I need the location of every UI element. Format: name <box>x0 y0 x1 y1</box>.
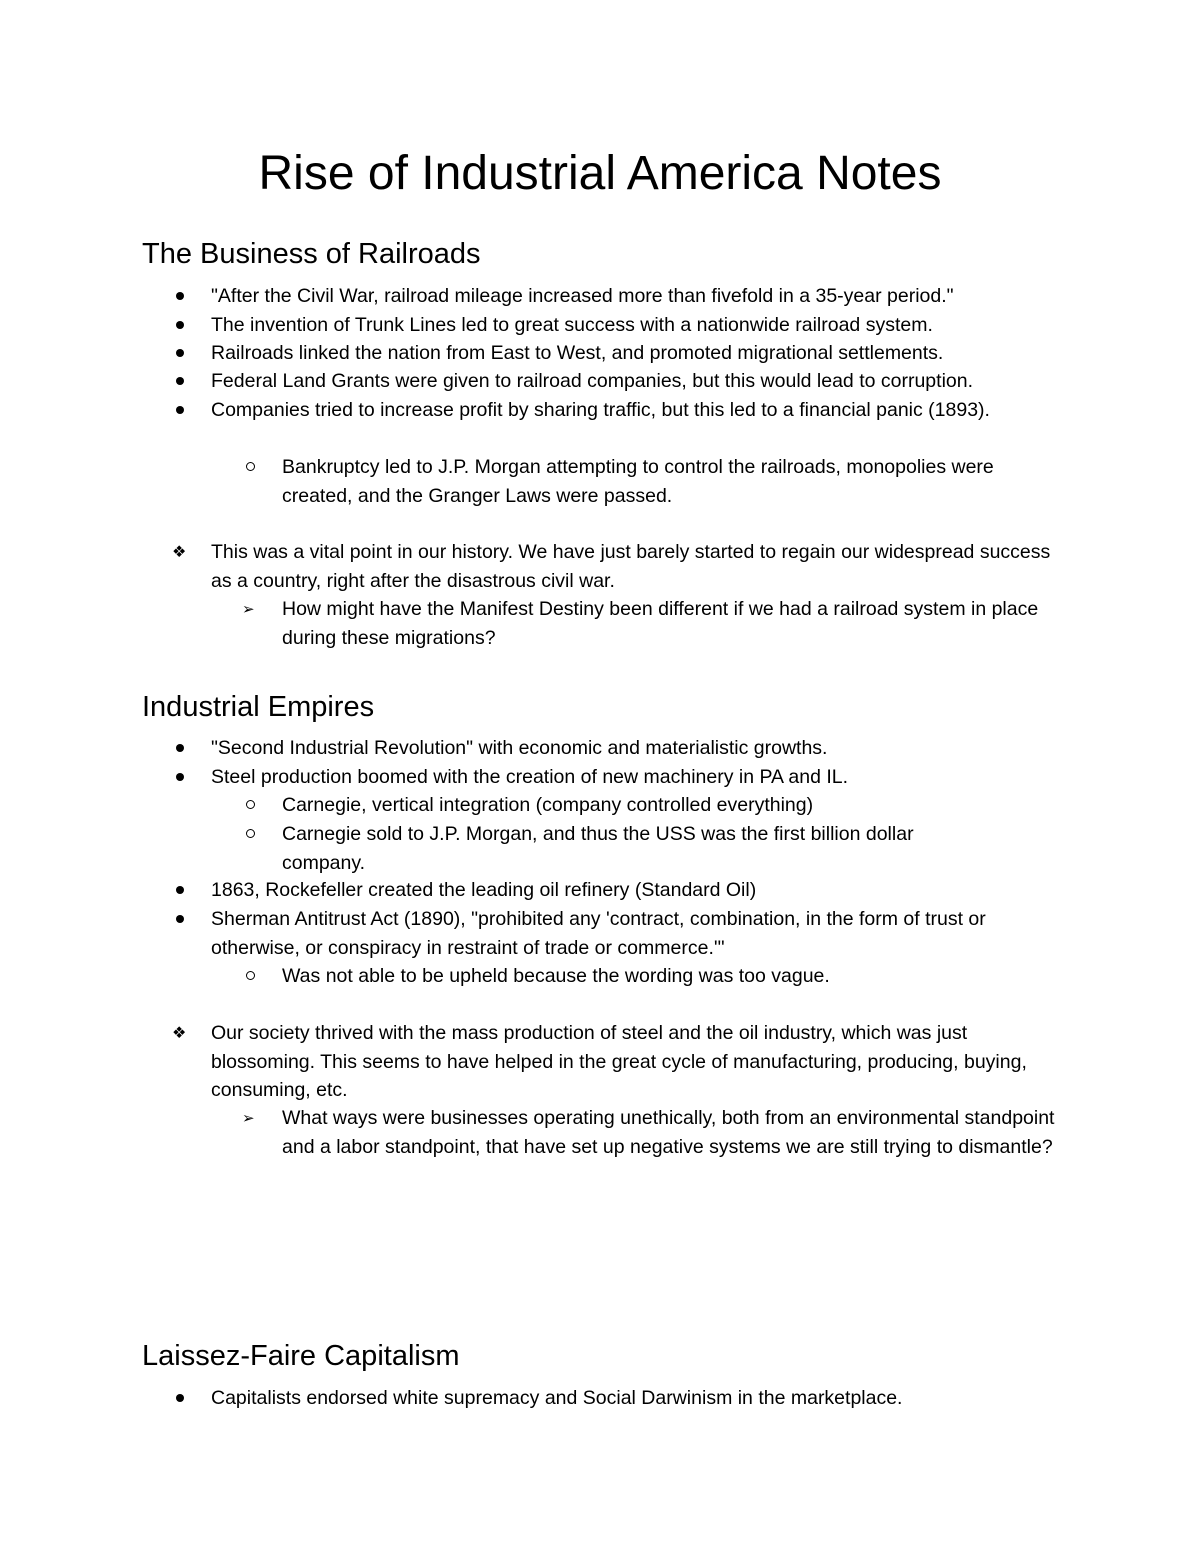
bullet-disc-icon <box>176 396 184 425</box>
bullet-disc-icon <box>176 734 184 763</box>
list-item: ➢ What ways were businesses operating unethically, both from an environmental standpoint and a labor standpoint, that have set up negative systems we are still trying to dismantle? <box>282 1104 1057 1161</box>
section-heading-railroads: The Business of Railroads <box>142 238 481 270</box>
list-item: Was not able to be upheld because the wording was too vague. <box>282 962 1072 991</box>
bullet-disc-icon <box>176 367 184 396</box>
bullet-circle-icon <box>246 820 255 849</box>
list-item: Sherman Antitrust Act (1890), "prohibited any 'contract, combination, in the form of trust or otherwise, or conspiracy in restraint of trade or commerce.'" <box>211 905 1056 962</box>
bullet-disc-icon <box>176 282 184 311</box>
list-item: Federal Land Grants were given to railroad companies, but this would lead to corruption. <box>211 367 1071 396</box>
page-title: Rise of Industrial America Notes <box>258 147 942 200</box>
bullet-circle-icon <box>246 453 255 482</box>
section-heading-industrial-empires: Industrial Empires <box>142 691 375 723</box>
list-item: "Second Industrial Revolution" with economic and materialistic growths. <box>211 734 1071 763</box>
list-item: ❖ Our society thrived with the mass production of steel and the oil industry, which was just blossoming. This seems to have helped in the great cycle of manufacturing, producing, buying, consuming, etc. <box>211 1019 1061 1105</box>
list-item: Companies tried to increase profit by sharing traffic, but this led to a financial panic (1893). <box>211 396 1011 425</box>
list-item: Carnegie sold to J.P. Morgan, and thus the USS was the first billion dollar company. <box>282 820 1002 877</box>
bullet-disc-icon <box>176 1384 184 1413</box>
list-item: Railroads linked the nation from East to West, and promoted migrational settlements. <box>211 339 1071 368</box>
bullet-disc-icon <box>176 339 184 368</box>
list-item: "After the Civil War, railroad mileage increased more than fivefold in a 35-year period." <box>211 282 1071 311</box>
list-item: 1863, Rockefeller created the leading oil refinery (Standard Oil) <box>211 876 1071 905</box>
bullet-diamond-icon: ❖ <box>172 542 187 561</box>
bullet-arrow-icon: ➢ <box>242 1109 255 1127</box>
list-item: Steel production boomed with the creation of new machinery in PA and IL. <box>211 763 1071 792</box>
list-item: Carnegie, vertical integration (company controlled everything) <box>282 791 1072 820</box>
bullet-disc-icon <box>176 763 184 792</box>
bullet-circle-icon <box>246 791 255 820</box>
bullet-disc-icon <box>176 876 184 905</box>
list-item: ❖ This was a vital point in our history. We have just barely started to regain our widespread success as a country, right after the disastrous civil war. <box>211 538 1061 595</box>
list-item: The invention of Trunk Lines led to great success with a nationwide railroad system. <box>211 311 1071 340</box>
bullet-arrow-icon: ➢ <box>242 600 255 618</box>
list-item: Bankruptcy led to J.P. Morgan attempting to control the railroads, monopolies were created, and the Granger Laws were passed. <box>282 453 1027 510</box>
bullet-disc-icon <box>176 311 184 340</box>
section-heading-laissez-faire: Laissez-Faire Capitalism <box>142 1340 460 1372</box>
bullet-diamond-icon: ❖ <box>172 1023 187 1042</box>
list-item: ➢ How might have the Manifest Destiny been different if we had a railroad system in place during these migrations? <box>282 595 1047 652</box>
bullet-disc-icon <box>176 905 184 934</box>
bullet-circle-icon <box>246 962 255 991</box>
list-item: Capitalists endorsed white supremacy and Social Darwinism in the marketplace. <box>211 1384 1071 1413</box>
